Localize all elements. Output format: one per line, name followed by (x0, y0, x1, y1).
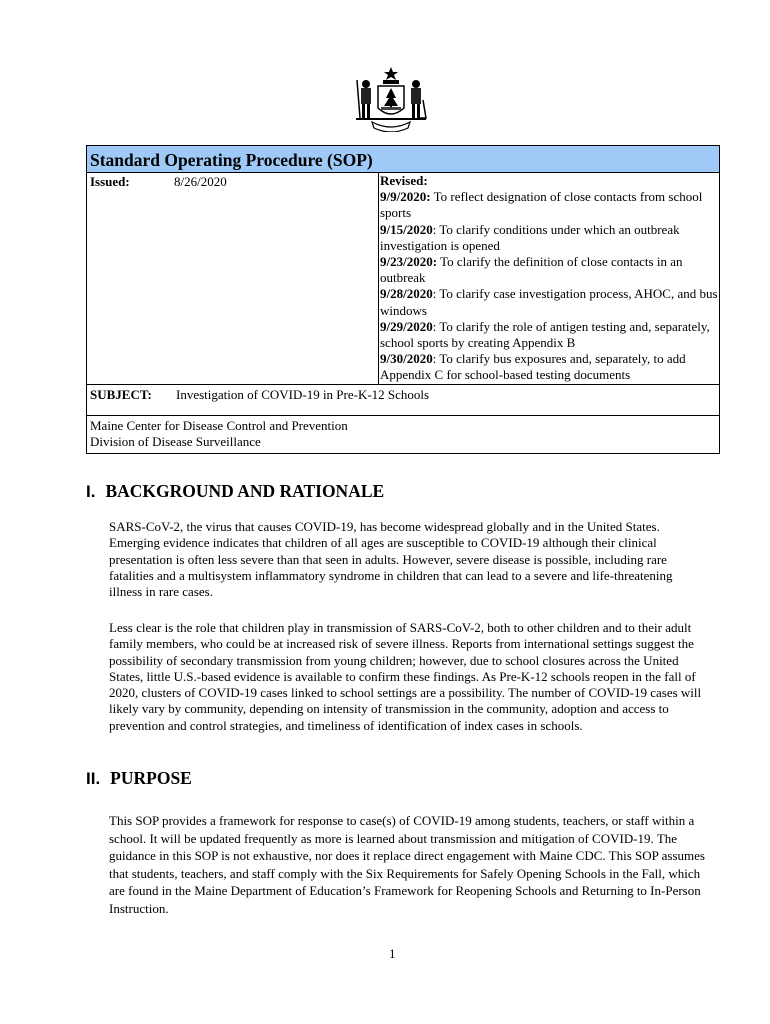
revision-text: : To clarify conditions under which an outbreak investigation is opened (380, 221, 680, 253)
issued-label: Issued: (90, 174, 130, 189)
revision-date: 9/29/2020 (380, 318, 433, 334)
issued-date: 8/26/2020 (174, 174, 227, 189)
revision-text: : To clarify the role of antigen testing and, separately, school sports by creating Appendix B (380, 318, 710, 351)
page-number: 1 (389, 946, 396, 961)
subject-text: Investigation of COVID-19 in Pre-K-12 Schools (176, 386, 430, 402)
revision-entry (380, 222, 719, 254)
paragraph: Less clear is the role that children play in transmission of SARS-CoV-2, both to other children and to their adult family members, who could be at increased risk of severe illness. Reports from international settings suggest the possibility of secondary transmission from young children; however, due to school closures across the United States, little U.S.-based evidence is available to confirm these findings. As Pre-K-12 schools reopen in the fall of 2020, clusters of COVID-19 cases linked to school settings are a possibility. The number of COVID-19 cases will likely vary by community, depending on intensity of transmission in the community, adoption and access to prevention and control strategies, and timeliness of identification of index cases in schools. (109, 620, 702, 733)
sop-title: Standard Operating Procedure (SOP) (90, 150, 373, 170)
paragraph: SARS-CoV-2, the virus that causes COVID-19, has become widespread globally and in the United States. Emerging evidence indicates that children of all ages are susceptible to COVID-19 although their clinical presentation is often less severe than that seen in adults. However, severe disease is possible, including rare fatalities and a multisystem inflammatory syndrome in children that can lead to a severe and life-threatening illness in rare cases. (109, 519, 673, 600)
paragraph: This SOP provides a framework for response to case(s) of COVID-19 among students, teachers, or staff within a school. It will be updated frequently as more is learned about transmission and mitigation of COVID-19. The guidance in this SOP is not exhaustive, nor does it replace direct engagement with Maine CDC. This SOP assumes that students, teachers, and staff comply with the Six Requirements for Safely Opening Schools in the Fall, which are found in the Maine Department of Education’s Framework for Reopening Schools and Returning to In-Person Instruction. (109, 813, 705, 916)
section-heading (86, 767, 192, 790)
sop-header-table (86, 145, 720, 454)
section-title: PURPOSE (110, 768, 192, 788)
maine-state-seal-icon (352, 66, 430, 132)
revision-date: 9/23/2020: (380, 254, 438, 270)
revision-entry (380, 319, 719, 351)
revision-text: : To clarify bus exposures and, separately, to add Appendix C for school-based testing documents (380, 351, 686, 383)
revised-label: Revised: (380, 173, 428, 188)
revision-text: To clarify the definition of close contacts in an outbreak (380, 254, 683, 286)
subject-label: SUBJECT: (90, 386, 152, 402)
division-name: Division of Disease Surveillance (90, 433, 261, 449)
revision-date: 9/30/2020 (380, 351, 433, 367)
revision-text: To reflect designation of close contacts from school sports (380, 189, 703, 221)
organization-name: Maine Center for Disease Control and Prevention (90, 417, 348, 433)
revision-entry (380, 254, 719, 286)
revision-entry (380, 351, 719, 383)
section-title: BACKGROUND AND RATIONALE (105, 481, 385, 501)
issued-cell (87, 173, 378, 384)
title-row (87, 146, 719, 173)
revision-entry (380, 286, 719, 318)
section-number: I. (86, 482, 96, 501)
revision-entry (380, 189, 719, 221)
revision-date: 9/28/2020 (380, 286, 433, 302)
revision-date: 9/15/2020 (380, 221, 433, 237)
section-heading (86, 480, 384, 503)
issued-revised-row (87, 173, 719, 385)
revised-cell (378, 173, 719, 384)
revision-text: : To clarify case investigation process, AHOC, and bus windows (380, 286, 718, 318)
organization-row (87, 416, 719, 453)
section-number: II. (86, 769, 101, 788)
subject-row (87, 385, 719, 416)
revision-date: 9/9/2020: (380, 189, 431, 205)
